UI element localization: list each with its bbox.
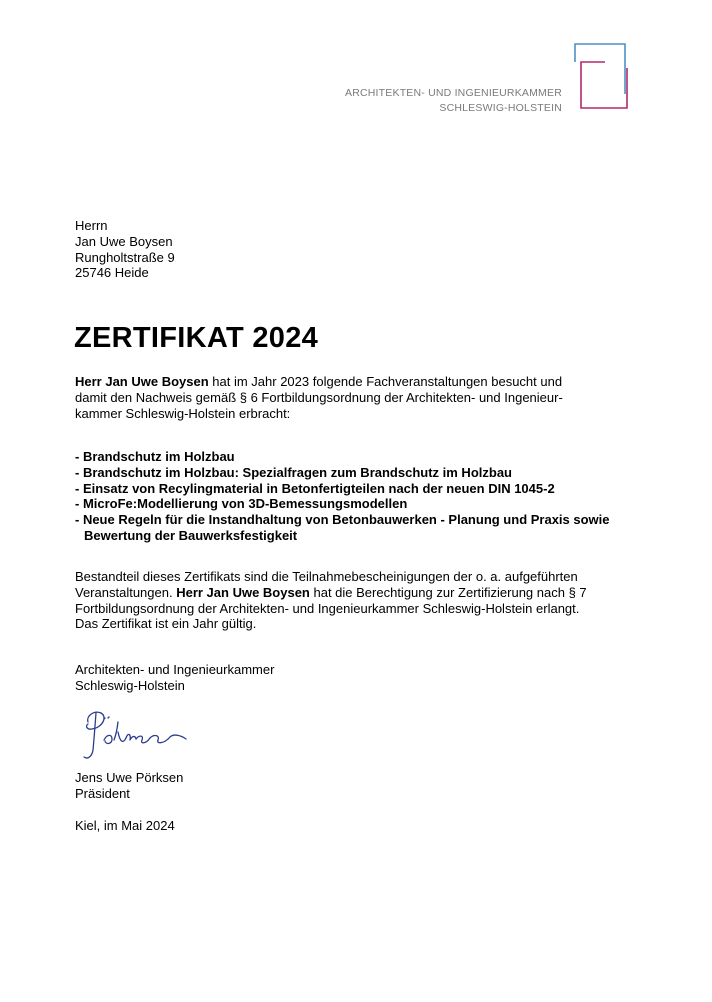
recipient-city: 25746 Heide xyxy=(75,265,149,281)
place-date: Kiel, im Mai 2024 xyxy=(75,818,175,833)
recipient-name: Jan Uwe Boysen xyxy=(75,233,173,249)
outro-paragraph xyxy=(75,569,595,632)
course-item: - Einsatz von Recylingmaterial in Betonfertigteilen nach der neuen DIN 1045-2 xyxy=(75,480,555,496)
course-item: - MicroFe:Modellierung von 3D-Bemessungsmodellen xyxy=(75,496,408,512)
intro-text: hat im Jahr 2023 folgende Fachveranstaltungen besucht und damit den Nachweis gemäß § 6 Fortbildungsordnung der Architekten- und Ingenieur-kammer Schleswig-Holstein erbracht: xyxy=(75,374,563,421)
course-item: - Brandschutz im Holzbau xyxy=(75,449,235,464)
issuing-organization xyxy=(75,662,274,694)
recipient-salutation: Herrn xyxy=(75,218,108,233)
handwritten-signature-icon xyxy=(74,702,204,764)
signature-text: Pörksen xyxy=(76,762,80,763)
recipient-street: Rungholtstraße 9 xyxy=(75,249,175,265)
course-list xyxy=(75,449,635,544)
course-item: - Neue Regeln für die Instandhaltung von Betonbauwerken - Planung und Praxis sowie Bewertung der Bauwerksfestigkeit xyxy=(75,512,610,543)
org-logo-text xyxy=(345,86,562,115)
signer-block xyxy=(75,770,183,802)
recipient-address xyxy=(75,218,175,281)
outro-text-after: hat die Berechtigung zur Zertifizierung nach § 7 Fortbildungsordnung der Architekten- und Ingenieurkammer Schleswig-Holstein erlangt. Das Zertifikat ist ein Jahr gültig. xyxy=(75,584,587,632)
chamber-logo-icon xyxy=(571,42,631,112)
organization-line2: Schleswig-Holstein xyxy=(75,677,185,693)
signer-role: Präsident xyxy=(75,785,130,801)
course-item: - Brandschutz im Holzbau: Spezialfragen zum Brandschutz im Holzbau xyxy=(75,464,512,480)
org-name-line2: SCHLESWIG-HOLSTEIN xyxy=(439,101,562,114)
org-name-line1: ARCHITEKTEN- UND INGENIEURKAMMER xyxy=(345,87,562,99)
signer-name: Jens Uwe Pörksen xyxy=(75,770,184,785)
outro-recipient-name: Herr Jan Uwe Boysen xyxy=(176,584,310,600)
organization-line1: Architekten- und Ingenieurkammer xyxy=(75,662,275,677)
certificate-title: ZERTIFIKAT 2024 xyxy=(74,322,319,354)
intro-paragraph xyxy=(75,374,595,421)
outro-text-before: Bestandteil dieses Zertifikats sind die Teilnahmebescheinigungen der o. a. aufgeführten Veranstaltungen. xyxy=(75,569,578,600)
intro-recipient-name: Herr Jan Uwe Boysen xyxy=(75,374,209,389)
